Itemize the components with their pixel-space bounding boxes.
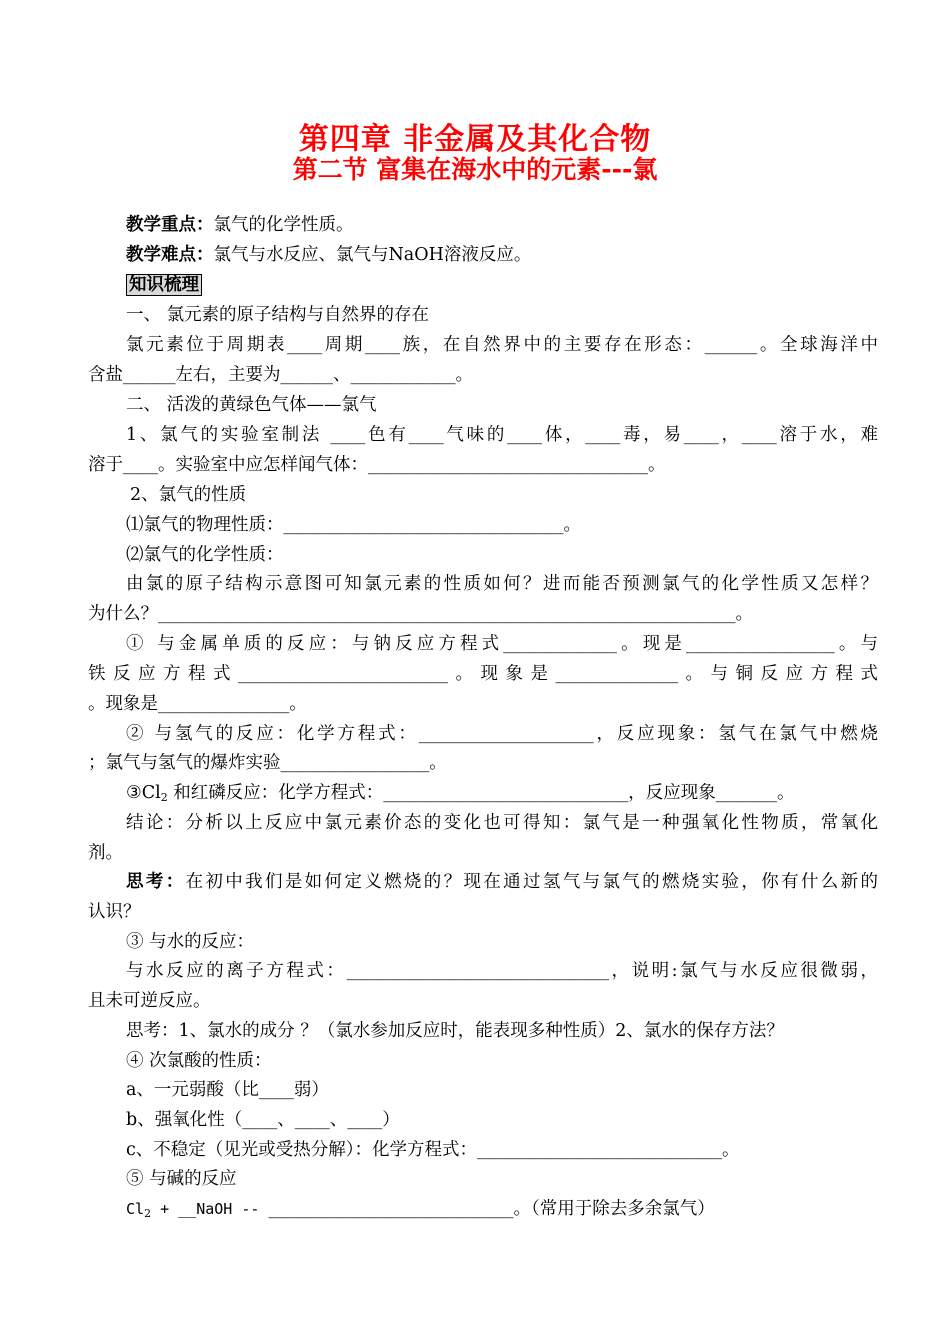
text-line: c、不稳定（见光或受热分解）：化学方程式：____________________________。	[126, 1140, 740, 1160]
subscript: 2	[144, 1207, 152, 1220]
text-line: ③ 与水的反应：	[126, 932, 255, 952]
subscript: 2	[160, 791, 168, 804]
section-two-heading: 二、 活泼的黄绿色气体——氯气	[126, 395, 377, 415]
text-line: 铁反应方程式________________________。现象是______________。与铜反应方程式	[88, 664, 878, 684]
text-line: 且未可逆反应。	[88, 991, 211, 1011]
formula-segment: Cl	[126, 1200, 145, 1218]
think-text: 在初中我们是如何定义燃烧的？现在通过氢气与氯气的燃烧实验，你有什么新的	[185, 872, 879, 892]
text-line: 1、氯气的实验室制法 ____色有____气味的____体，____毒，易____，____溶于水，难	[126, 425, 878, 445]
text-line: ② 与氢气的反应：化学方程式：____________________，反应现象：氢气在氯气中燃烧	[126, 724, 878, 744]
think-label: 思考：	[126, 872, 186, 892]
teaching-focus-label: 教学重点：	[126, 215, 214, 235]
text-line: a、一元弱酸（比____弱）	[126, 1080, 329, 1100]
text-line: 溶于____。实验室中应怎样闻气体：________________________________。	[88, 455, 666, 475]
teaching-focus-text: 氯气的化学性质。	[213, 215, 354, 235]
text-segment: ③Cl	[126, 783, 161, 803]
text-line: 剂。	[88, 843, 123, 863]
think-question	[126, 870, 878, 894]
text-line: b、强氧化性（____、____、____）	[126, 1110, 400, 1130]
text-segment: 和红磷反应：化学方程式：____________________________，反应现象_______。	[167, 783, 795, 803]
text-segment: 。（常用于除去多余氯气）	[513, 1199, 715, 1219]
teaching-difficulty-label: 教学难点：	[126, 245, 214, 265]
equation-line	[126, 1197, 878, 1226]
answer-blank: ____________________________	[268, 1199, 514, 1219]
text-line	[126, 781, 878, 810]
text-line: 思考：1、氯水的成分 ？（氯水参加反应时，能表现多种性质）2、氯水的保存方法？	[126, 1021, 784, 1041]
knowledge-heading-row	[126, 273, 878, 297]
text-line: 氯元素位于周期表____周期____族，在自然界中的主要存在形态：______。全球海洋中	[126, 335, 878, 355]
text-line: ① 与金属单质的反应：与钠反应方程式_____________。现是_________________。与	[126, 634, 878, 654]
text-line: 为什么？__________________________________________________________________。	[88, 604, 753, 624]
subsection-heading: 2、氯气的性质	[130, 485, 247, 505]
teaching-difficulty-text: 氯气与水反应、氯气与NaOH溶液反应。	[213, 245, 532, 265]
teaching-focus	[126, 213, 878, 237]
section-title: 第二节 富集在海水中的元素---氯	[292, 155, 658, 184]
chapter-title: 第四章 非金属及其化合物	[298, 122, 652, 157]
text-line: ⑴氯气的物理性质：________________________________。	[126, 515, 581, 535]
knowledge-heading: 知识梳理	[126, 274, 202, 296]
text-line: 。现象是_______________。	[88, 694, 307, 714]
text-line: ；氯气与氢气的爆炸实验_________________。	[88, 753, 447, 773]
formula-segment: + __NaOH --	[151, 1200, 269, 1218]
text-line: 认识？	[88, 902, 141, 922]
text-line: 结论：分析以上反应中氯元素价态的变化也可得知：氯气是一种强氧化性物质，常氧化	[126, 813, 878, 833]
teaching-difficulty	[126, 243, 878, 267]
text-line: ⑵氯气的化学性质：	[126, 545, 284, 565]
text-line: ④ 次氯酸的性质：	[126, 1051, 272, 1071]
text-line: 含盐______左右，主要为______、____________。	[88, 365, 473, 385]
section-one-heading: 一、 氯元素的原子结构与自然界的存在	[126, 305, 430, 325]
text-line: 与水反应的离子方程式：______________________________，说明:氯气与水反应很微弱，	[126, 961, 878, 981]
text-line: ⑤ 与碱的反应	[126, 1169, 237, 1189]
text-line: 由氯的原子结构示意图可知氯元素的性质如何？进而能否预测氯气的化学性质又怎样？	[126, 574, 878, 594]
